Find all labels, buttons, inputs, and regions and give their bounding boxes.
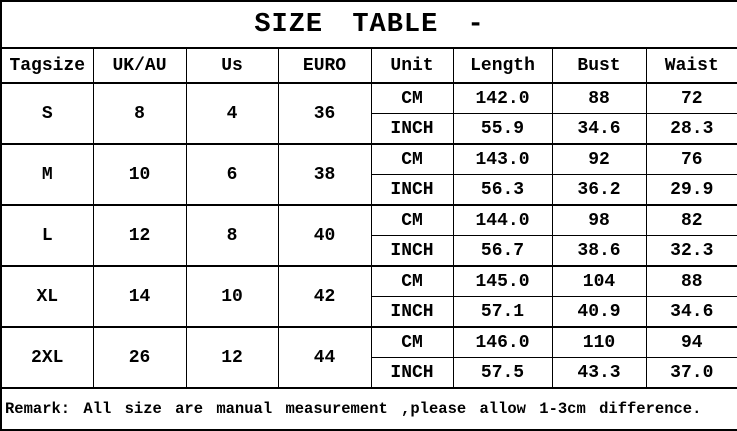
col-header-length: Length <box>453 48 552 83</box>
length-cell: 57.1 <box>453 297 552 328</box>
us-cell: 4 <box>186 83 278 144</box>
euro-cell: 38 <box>278 144 371 205</box>
ukau-cell: 8 <box>93 83 186 144</box>
length-cell: 57.5 <box>453 358 552 389</box>
bust-cell: 88 <box>552 83 646 114</box>
unit-cell: INCH <box>371 358 453 389</box>
tagsize-cell: M <box>1 144 93 205</box>
bust-cell: 43.3 <box>552 358 646 389</box>
bust-cell: 104 <box>552 266 646 297</box>
length-cell: 56.3 <box>453 175 552 206</box>
waist-cell: 82 <box>646 205 737 236</box>
length-cell: 56.7 <box>453 236 552 267</box>
us-cell: 8 <box>186 205 278 266</box>
row-l-cm <box>1 205 737 236</box>
waist-cell: 28.3 <box>646 114 737 145</box>
waist-cell: 29.9 <box>646 175 737 206</box>
bust-cell: 38.6 <box>552 236 646 267</box>
tagsize-cell: S <box>1 83 93 144</box>
remark-row <box>1 388 737 430</box>
unit-cell: CM <box>371 327 453 358</box>
ukau-cell: 10 <box>93 144 186 205</box>
bust-cell: 92 <box>552 144 646 175</box>
unit-cell: CM <box>371 205 453 236</box>
bust-cell: 40.9 <box>552 297 646 328</box>
euro-cell: 44 <box>278 327 371 388</box>
title-row <box>1 1 737 48</box>
tagsize-cell: XL <box>1 266 93 327</box>
waist-cell: 37.0 <box>646 358 737 389</box>
waist-cell: 34.6 <box>646 297 737 328</box>
row-2xl-cm <box>1 327 737 358</box>
col-header-tagsize: Tagsize <box>1 48 93 83</box>
length-cell: 143.0 <box>453 144 552 175</box>
row-m-cm <box>1 144 737 175</box>
col-header-us: Us <box>186 48 278 83</box>
bust-cell: 36.2 <box>552 175 646 206</box>
bust-cell: 34.6 <box>552 114 646 145</box>
tagsize-cell: L <box>1 205 93 266</box>
waist-cell: 94 <box>646 327 737 358</box>
us-cell: 12 <box>186 327 278 388</box>
length-cell: 145.0 <box>453 266 552 297</box>
row-xl-cm <box>1 266 737 297</box>
tagsize-cell: 2XL <box>1 327 93 388</box>
unit-cell: CM <box>371 83 453 114</box>
length-cell: 55.9 <box>453 114 552 145</box>
col-header-waist: Waist <box>646 48 737 83</box>
waist-cell: 32.3 <box>646 236 737 267</box>
euro-cell: 42 <box>278 266 371 327</box>
remark-text: Remark: All size are manual measurement ,please allow 1-3cm difference. <box>1 388 737 430</box>
euro-cell: 36 <box>278 83 371 144</box>
euro-cell: 40 <box>278 205 371 266</box>
col-header-bust: Bust <box>552 48 646 83</box>
length-cell: 142.0 <box>453 83 552 114</box>
unit-cell: INCH <box>371 114 453 145</box>
unit-cell: INCH <box>371 297 453 328</box>
length-cell: 144.0 <box>453 205 552 236</box>
ukau-cell: 12 <box>93 205 186 266</box>
ukau-cell: 14 <box>93 266 186 327</box>
col-header-unit: Unit <box>371 48 453 83</box>
row-s-cm <box>1 83 737 114</box>
header-row <box>1 48 737 83</box>
us-cell: 10 <box>186 266 278 327</box>
waist-cell: 72 <box>646 83 737 114</box>
ukau-cell: 26 <box>93 327 186 388</box>
us-cell: 6 <box>186 144 278 205</box>
unit-cell: CM <box>371 144 453 175</box>
waist-cell: 88 <box>646 266 737 297</box>
unit-cell: CM <box>371 266 453 297</box>
unit-cell: INCH <box>371 236 453 267</box>
col-header-ukau: UK/AU <box>93 48 186 83</box>
col-header-euro: EURO <box>278 48 371 83</box>
waist-cell: 76 <box>646 144 737 175</box>
bust-cell: 110 <box>552 327 646 358</box>
unit-cell: INCH <box>371 175 453 206</box>
page-title: SIZE TABLE - <box>1 1 737 48</box>
bust-cell: 98 <box>552 205 646 236</box>
length-cell: 146.0 <box>453 327 552 358</box>
